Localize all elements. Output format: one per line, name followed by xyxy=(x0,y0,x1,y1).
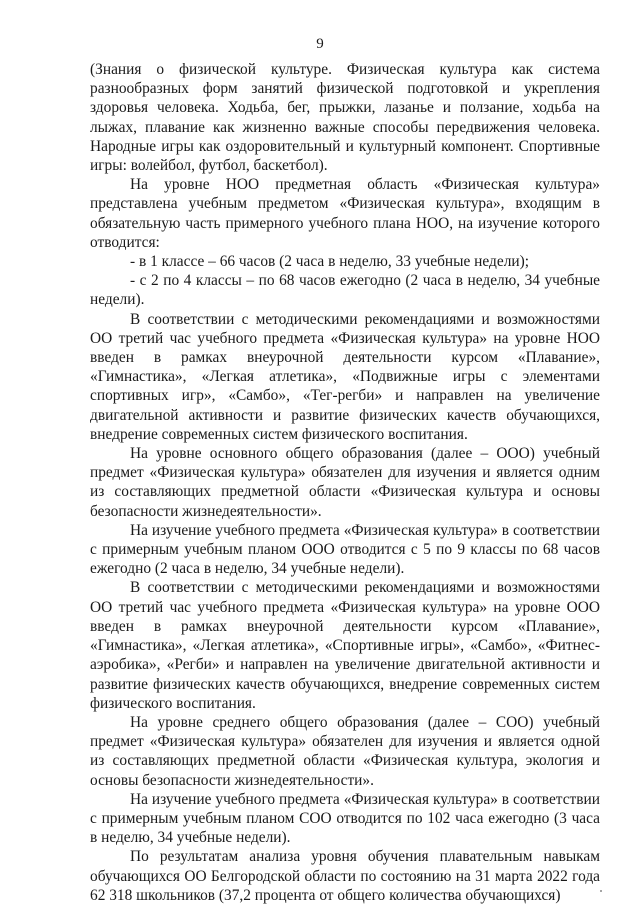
paragraph-soo-hours: На изучение учебного предмета «Физическая культура» в соответствии с примерным учебным планом СОО отводится по 102 часа ежегодно (3 часа в неделю, 34 учебные недели). xyxy=(90,790,600,847)
page-number: 9 xyxy=(316,36,324,52)
paragraph-noo-subject: На уровне НОО предметная область «Физическая культура» представлена учебным предметом «Физическая культура», входящим в обязательную часть примерного учебного плана НОО, на изучение которого отводится: xyxy=(90,176,600,251)
paragraph-ooo-subject: На уровне основного общего образования (далее – ООО) учебный предмет «Физическая культура» обязателен для изучения и является одним из составляющих предметной области «Физическая культура и основы безопасности жизнедеятельности». xyxy=(90,445,600,520)
paragraph-ooo-extracurricular: В соответствии с методическими рекомендациями и возможностями ОО третий час учебного предмета «Физическая культура» на уровне ООО введен в рамках внеурочной деятельности курсом «Плавание», «Гимнастика», «Легкая атлетика», «Спортивные игры», «Самбо», «Фитнес-аэробика», «Регби» и направлен на увеличение двигательной активности и развитие физических качеств обучающихся, внедрение современных систем физического воспитания. xyxy=(90,579,600,712)
scan-speck xyxy=(600,890,602,892)
paragraph-noo-extracurricular: В соответствии с методическими рекомендациями и возможностями ОО третий час учебного предмета «Физическая культура» на уровне НОО введен в рамках внеурочной деятельности курсом «Плавание», «Гимнастика», «Легкая атлетика», «Подвижные игры с элементами спортивных игр», «Самбо», «Тег-регби» и направлен на увеличение двигательной активности и развитие физических качеств обучающихся, внедрение современных систем физического воспитания. xyxy=(90,310,600,443)
paragraph-knowledge-list: (Знания о физической культуре. Физическая культура как система разнообразных форм занятий физической подготовкой и укрепления здоровья человека. Ходьба, бег, прыжки, лазанье и ползание, ходьба на лыжах, плавание как жизненно важные способы передвижения человека. Народные игры как оздоровительный и культурный компонент. Спортивные игры: волейбол, футбол, баскетбол). xyxy=(90,61,600,175)
list-item-grade-1: - в 1 классе – 66 часов (2 часа в неделю, 33 учебные недели); xyxy=(130,253,530,271)
list-item-grades-2-4: - с 2 по 4 классы – по 68 часов ежегодно (2 часа в неделю, 34 учебные недели). xyxy=(90,272,600,309)
document-body xyxy=(90,60,600,905)
paragraph-swimming-analysis: По результатам анализа уровня обучения плавательным навыкам обучающихся ОО Белгородской области по состоянию на 31 марта 2022 года 62 318 школьников (37,2 процента от общего количества обучающихся) xyxy=(90,848,600,904)
paragraph-soo-subject: На уровне среднего общего образования (далее – СОО) учебный предмет «Физическая культура» обязателен для изучения и является одной из составляющих предметной области «Физическая культура, экология и основы безопасности жизнедеятельности». xyxy=(90,713,600,789)
paragraph-ooo-hours: На изучение учебного предмета «Физическая культура» в соответствии с примерным учебным планом ООО отводится с 5 по 9 классы по 68 часов ежегодно (2 часа в неделю, 34 учебные недели). xyxy=(90,521,600,578)
